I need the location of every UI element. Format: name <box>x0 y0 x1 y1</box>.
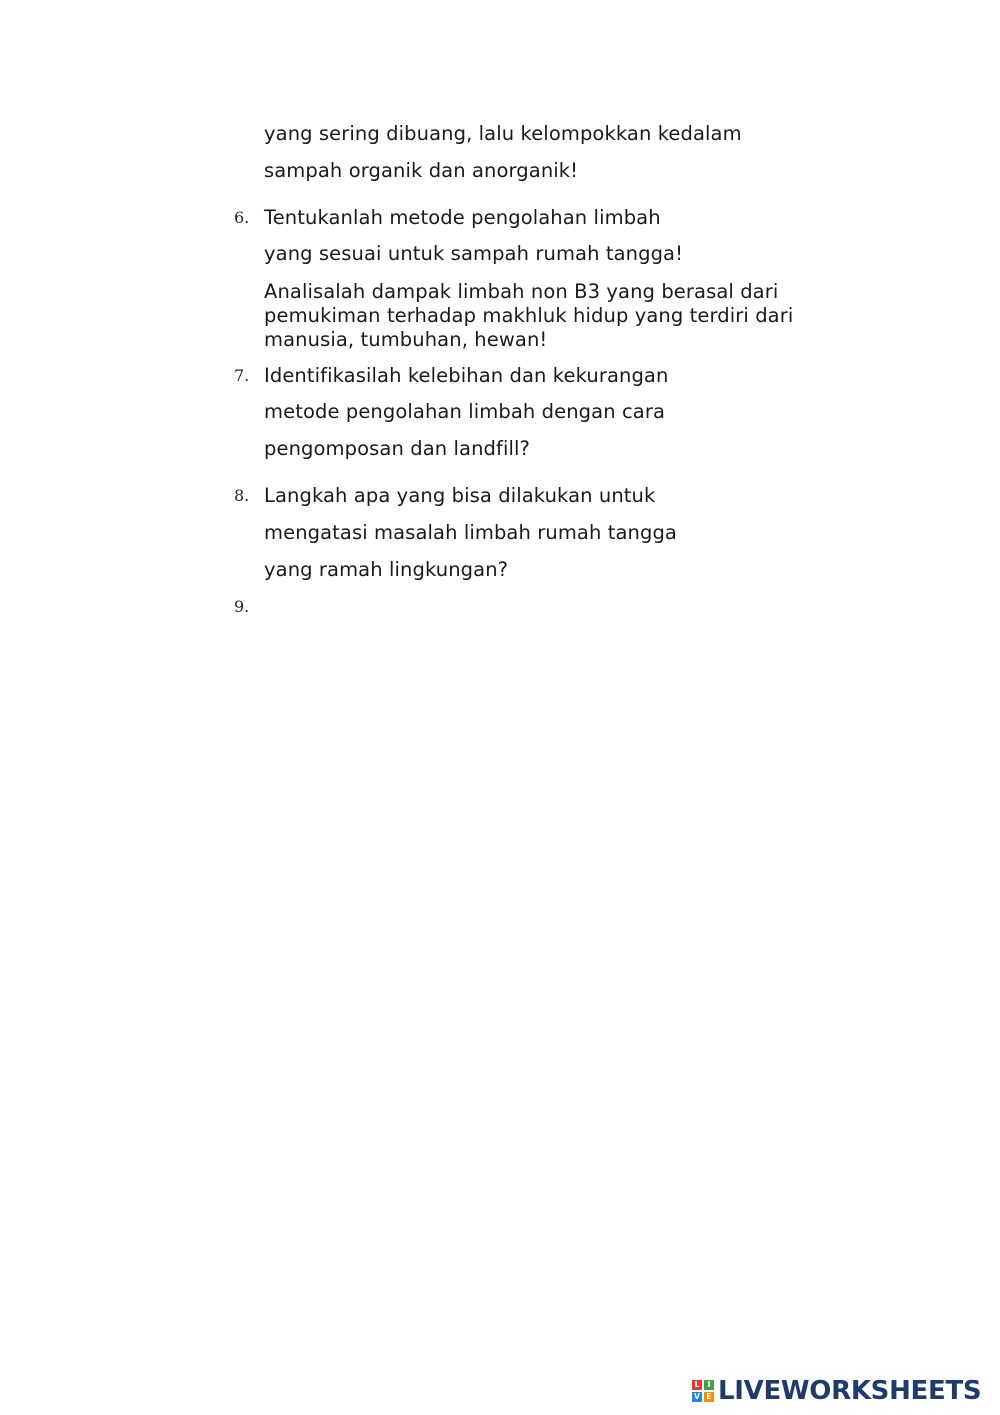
logo-block-v: V <box>693 1392 701 1401</box>
text-line: Langkah apa yang bisa dilakukan untuk <box>264 484 656 507</box>
text-line: mengatasi masalah limbah rumah tangga <box>264 521 677 544</box>
text-line: Identifikasilah kelebihan dan kekurangan <box>264 364 669 387</box>
live-blocks-icon <box>692 1380 714 1402</box>
logo-block-l: L <box>692 1380 702 1390</box>
text-line: Analisalah dampak limbah non B3 yang berasal dari <box>264 280 779 303</box>
text-line: Tentukanlah metode pengolahan limbah <box>264 206 661 229</box>
text-line: sampah organik dan anorganik! <box>264 159 579 182</box>
text-line: yang sesuai untuk sampah rumah tangga! <box>264 242 684 265</box>
text-line: metode pengolahan limbah dengan cara <box>264 400 665 423</box>
question-number-6: 6. <box>234 208 250 227</box>
text-line: yang sering dibuang, lalu kelompokkan kedalam <box>264 122 742 145</box>
logo-text: LIVEWORKSHEETS <box>718 1376 982 1406</box>
text-line: yang ramah lingkungan? <box>264 558 509 581</box>
text-line: pemukiman terhadap makhluk hidup yang terdiri dari <box>264 304 794 327</box>
text-line: manusia, tumbuhan, hewan! <box>264 328 548 351</box>
logo-block-e: E <box>704 1392 714 1402</box>
logo-block-i: I <box>704 1380 714 1390</box>
question-number-7: 7. <box>234 366 250 385</box>
liveworksheets-logo <box>692 1374 981 1408</box>
text-line: pengomposan dan landfill? <box>264 437 530 460</box>
question-number-9: 9. <box>234 597 250 616</box>
question-number-8: 8. <box>234 486 250 505</box>
